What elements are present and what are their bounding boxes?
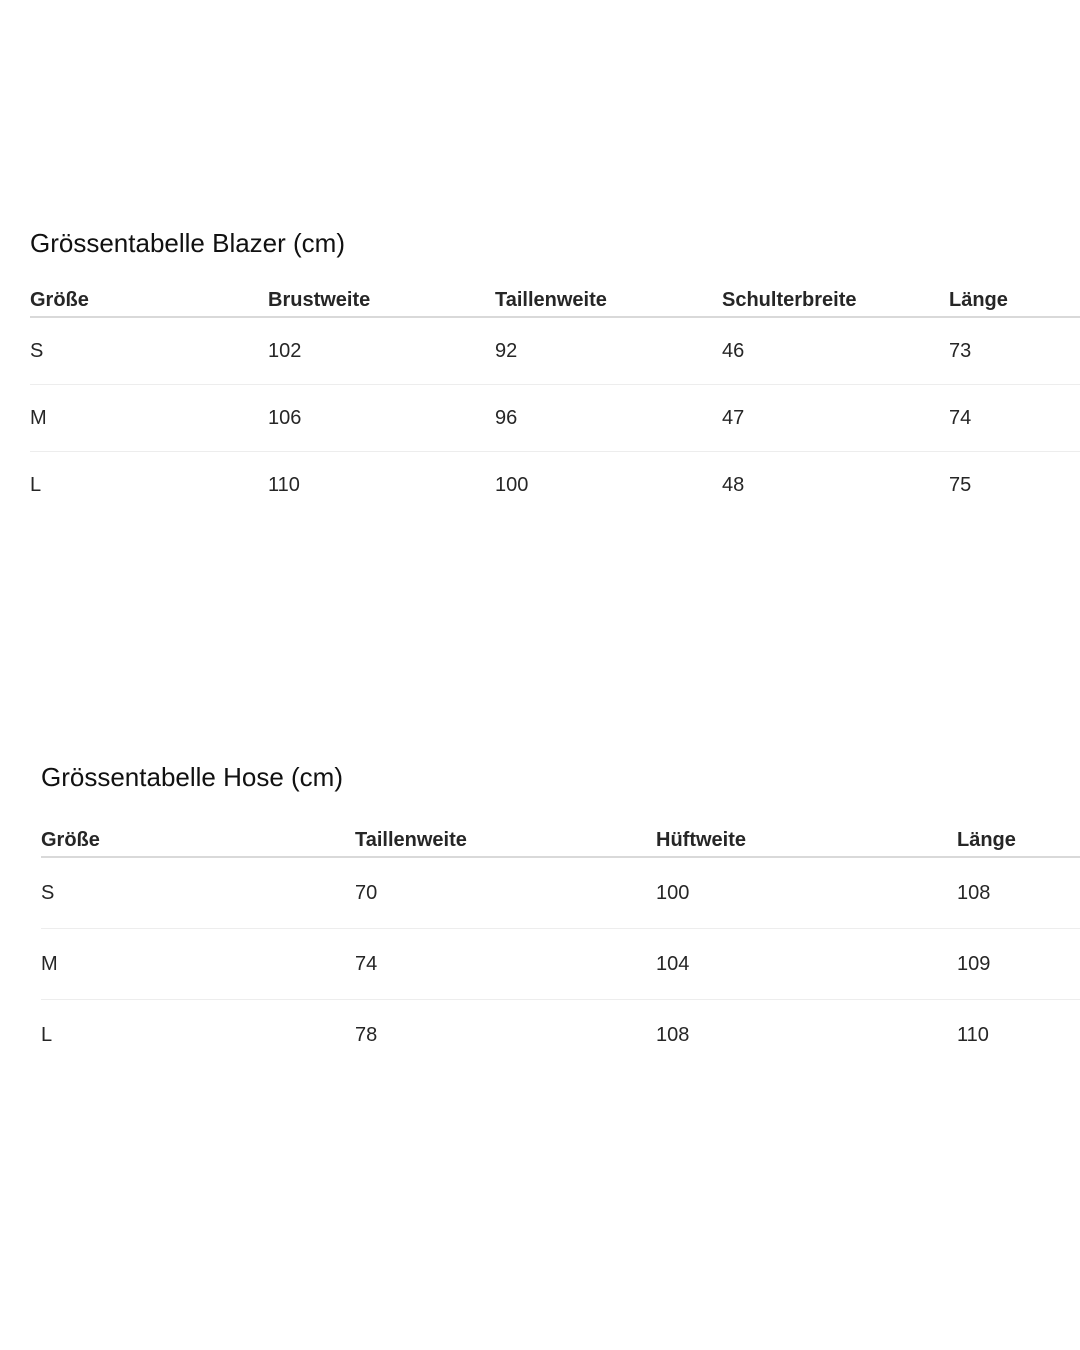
hose-size-table [41,760,1080,1070]
table-row [41,1000,1080,1070]
blazer-header-row [30,274,1080,318]
table-row [41,858,1080,929]
header-size: Größe [30,289,89,311]
size-cell: M [41,953,58,975]
length-cell: 110 [957,1024,989,1046]
hose-table-title: Grössentabelle Hose (cm) [41,762,343,792]
waist-cell: 74 [355,953,378,975]
hip-cell: 100 [656,882,690,904]
blazer-size-table [30,226,1080,518]
shoulder-cell: 48 [722,474,745,496]
header-waist: Taillenweite [355,829,467,851]
waist-cell: 100 [495,474,529,496]
length-cell: 109 [957,953,991,975]
table-row [41,929,1080,1000]
size-cell: S [41,882,55,904]
chest-cell: 106 [268,407,302,429]
hip-cell: 108 [656,1024,690,1046]
waist-cell: 70 [355,882,378,904]
size-cell: L [30,474,42,496]
header-length: Länge [957,829,1016,851]
header-waist: Taillenweite [495,289,607,311]
header-length: Länge [949,289,1008,311]
shoulder-cell: 47 [722,407,745,429]
chest-cell: 110 [268,474,300,496]
blazer-table-title: Grössentabelle Blazer (cm) [30,228,345,258]
chest-cell: 102 [268,340,302,362]
header-shoulder: Schulterbreite [722,289,857,311]
size-cell: S [30,340,44,362]
hose-header-row [41,812,1080,858]
shoulder-cell: 46 [722,340,745,362]
length-cell: 73 [949,340,972,362]
waist-cell: 78 [355,1024,378,1046]
header-chest: Brustweite [268,289,371,311]
length-cell: 75 [949,474,972,496]
hip-cell: 104 [656,953,690,975]
table-row [30,452,1080,518]
header-hip: Hüftweite [656,829,746,851]
length-cell: 74 [949,407,972,429]
table-row [30,385,1080,452]
length-cell: 108 [957,882,991,904]
size-cell: L [41,1024,53,1046]
table-row [30,318,1080,385]
waist-cell: 92 [495,340,518,362]
waist-cell: 96 [495,407,518,429]
header-size: Größe [41,829,100,851]
size-cell: M [30,407,47,429]
